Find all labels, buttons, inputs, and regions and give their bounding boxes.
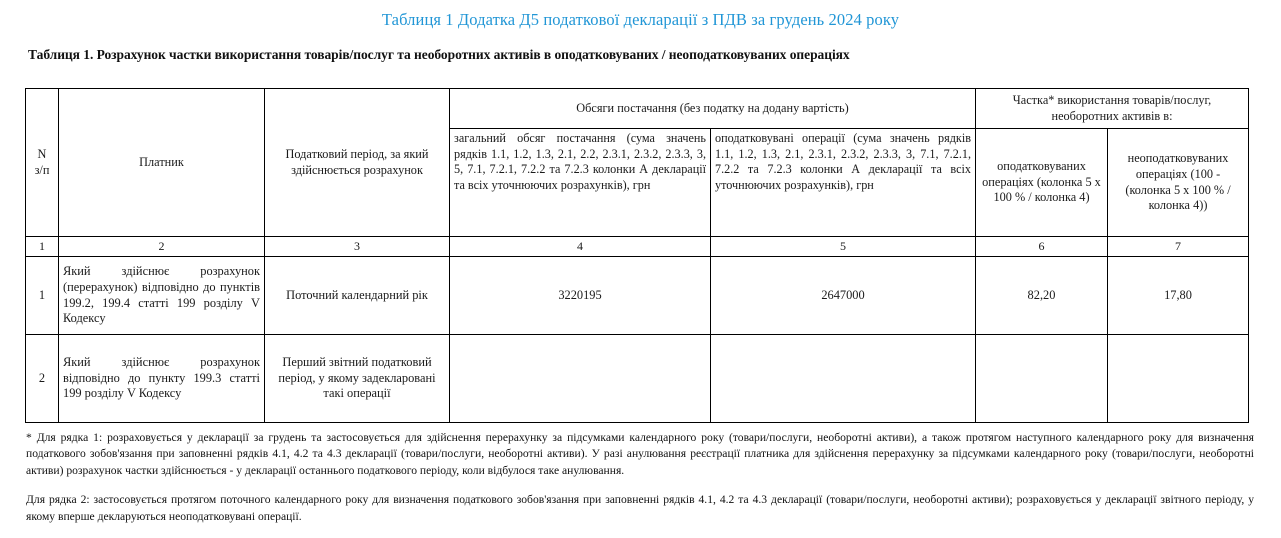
footnotes (26, 430, 1254, 538)
header-cell-period: Податковий період, за який здійснюється розрахунок (265, 89, 450, 237)
header-cell-num (26, 89, 59, 237)
row-number: 2 (26, 335, 59, 423)
cell-share-taxable[interactable] (976, 335, 1108, 423)
table-row (26, 257, 1249, 335)
footnote-row-1: * Для рядка 1: розраховується у декларації за грудень та застосовується для здійснення перерахунку за підсумками календарного року (товари/послуги, необоротні активи), а також протягом наступного календарного року для визначення податкового зобов'язання при заповненні рядків 4.1, 4.2 та 4.3 декларації (товари/послуги, необоротні активи). У разі анулювання реєстрації платника для здійснення перерахунку за підсумками календарного року (товари/послуги, необоротні активи) розрахунок частки здійснюється - у декларації останнього податкового періоду, коли відбулося таке анулювання. (26, 431, 1254, 477)
cell-payer: Який здійснює розрахунок (перерахунок) відповідно до пунктів 199.2, 199.4 статті 199 розділу V Кодексу (59, 257, 265, 335)
column-number-7: 7 (1108, 237, 1249, 257)
header-cell-supply-volumes-group: Обсяги постачання (без податку на додану вартість) (450, 89, 976, 129)
cell-total-supply[interactable]: 3220195 (450, 257, 711, 335)
column-number-6: 6 (976, 237, 1108, 257)
cell-share-nontaxable[interactable]: 17,80 (1108, 257, 1249, 335)
column-number-row (26, 237, 1249, 257)
header-cell-share-nontaxable: неоподатковуваних операціях (100 - (колонка 5 х 100 % / колонка 4)) (1108, 129, 1249, 237)
header-num-line2: з/п (34, 162, 50, 177)
column-number-4: 4 (450, 237, 711, 257)
header-cell-total-supply: загальний обсяг постачання (сума значень рядків 1.1, 1.2, 1.3, 2.1, 2.2, 2.3.1, 2.3.2, 2.3.3, 3, 5, 7.1, 7.2.1, 7.2.2 та 7.2.3 колонки А декларації та всіх уточнюючих розрахунків), грн (450, 129, 711, 237)
cell-taxable-ops[interactable] (711, 335, 976, 423)
cell-taxable-ops[interactable]: 2647000 (711, 257, 976, 335)
column-number-5: 5 (711, 237, 976, 257)
footnote-row-2: Для рядка 2: застосовується протягом поточного календарного року для визначення податкового зобов'язання при заповненні рядків 4.1, 4.2 та 4.3 декларації (товари/послуги, необоротні активи); розраховується у декларації звітного періоду, у якому вперше декларуються неоподатковувані операції. (26, 493, 1254, 523)
table-container (25, 88, 1248, 423)
cell-period: Перший звітний податковий період, у якому задекларовані такі операції (265, 335, 450, 423)
header-cell-taxable-ops: оподатковувані операції (сума значень рядків 1.1, 1.2, 1.3, 2.1, 2.3.1, 2.3.2, 2.3.3, 3, 7.1, 7.2.1, 7.2.2 та 7.2.3 колонки А декларації та всіх уточнюючих розрахунків), грн (711, 129, 976, 237)
cell-total-supply[interactable] (450, 335, 711, 423)
page-title: Таблиця 1 Додатка Д5 податкової декларації з ПДВ за грудень 2024 року (381, 10, 900, 29)
header-num-line1: N (37, 146, 47, 161)
table-caption: Таблиця 1. Розрахунок частки використання товарів/послуг та необоротних активів в оподатковуваних / неоподатковуваних операціях (28, 47, 850, 62)
table-header-row-group (26, 89, 1249, 129)
table-row (26, 335, 1249, 423)
cell-payer: Який здійснює розрахунок відповідно до пункту 199.3 статті 199 розділу V Кодексу (59, 335, 265, 423)
header-cell-usage-share-group: Частка* використання товарів/послуг, необоротних активів в: (976, 89, 1249, 129)
cell-share-nontaxable[interactable] (1108, 335, 1249, 423)
header-cell-share-taxable: оподатковуваних операціях (колонка 5 х 100 % / колонка 4) (976, 129, 1108, 237)
column-number-3: 3 (265, 237, 450, 257)
cell-share-taxable[interactable]: 82,20 (976, 257, 1108, 335)
calculation-table (25, 88, 1249, 423)
column-number-2: 2 (59, 237, 265, 257)
column-number-1: 1 (26, 237, 59, 257)
header-cell-payer: Платник (59, 89, 265, 237)
row-number: 1 (26, 257, 59, 335)
cell-period: Поточний календарний рік (265, 257, 450, 335)
